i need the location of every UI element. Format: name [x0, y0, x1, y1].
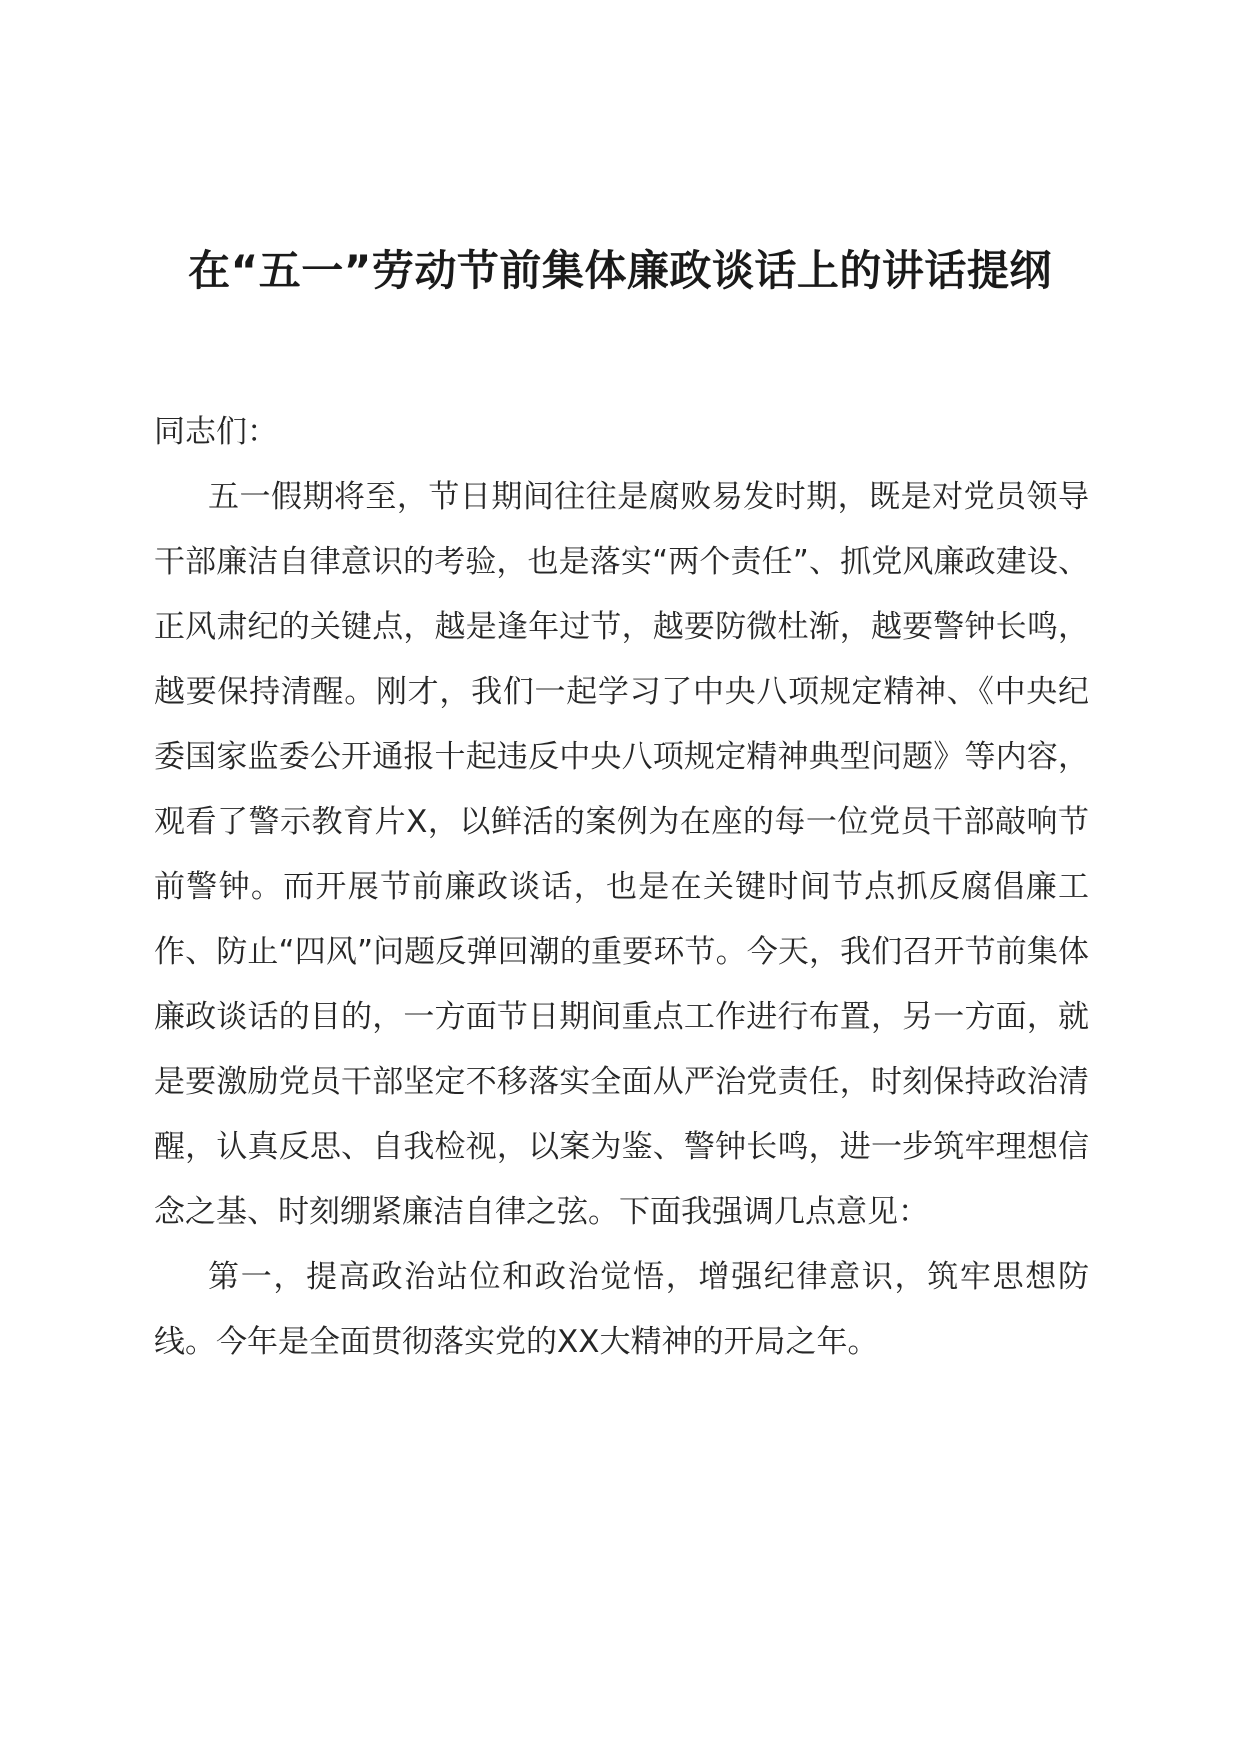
paragraph-point-one: 第一，提高政治站位和政治觉悟，增强纪律意识，筑牢思想防线。今年是全面贯彻落实党的XX大精神的开局之年。	[154, 1259, 1089, 1360]
salutation: 同志们：	[154, 414, 278, 450]
document-body	[154, 400, 1089, 1375]
document-title: 在“五一”劳动节前集体廉政谈话上的讲话提纲	[188, 246, 1052, 295]
paragraph-intro: 五一假期将至，节日期间往往是腐败易发时期，既是对党员领导干部廉洁自律意识的考验，也是落实“两个责任”、抓党风廉政建设、正风肃纪的关键点，越是逢年过节，越要防微杜渐，越要警钟长鸣，越要保持清醒。刚才，我们一起学习了中央八项规定精神、《中央纪委国家监委公开通报十起违反中央八项规定精神典型问题》等内容，观看了警示教育片X，以鲜活的案例为在座的每一位党员干部敲响节前警钟。而开展节前廉政谈话，也是在关键时间节点抓反腐倡廉工作、防止“四风”问题反弹回潮的重要环节。今天，我们召开节前集体廉政谈话的目的，一方面节日期间重点工作进行布置，另一方面，就是要激励党员干部坚定不移落实全面从严治党责任，时刻保持政治清醒，认真反思、自我检视，以案为鉴、警钟长鸣，进一步筑牢理想信念之基、时刻绷紧廉洁自律之弦。下面我强调几点意见：	[154, 479, 1089, 1230]
